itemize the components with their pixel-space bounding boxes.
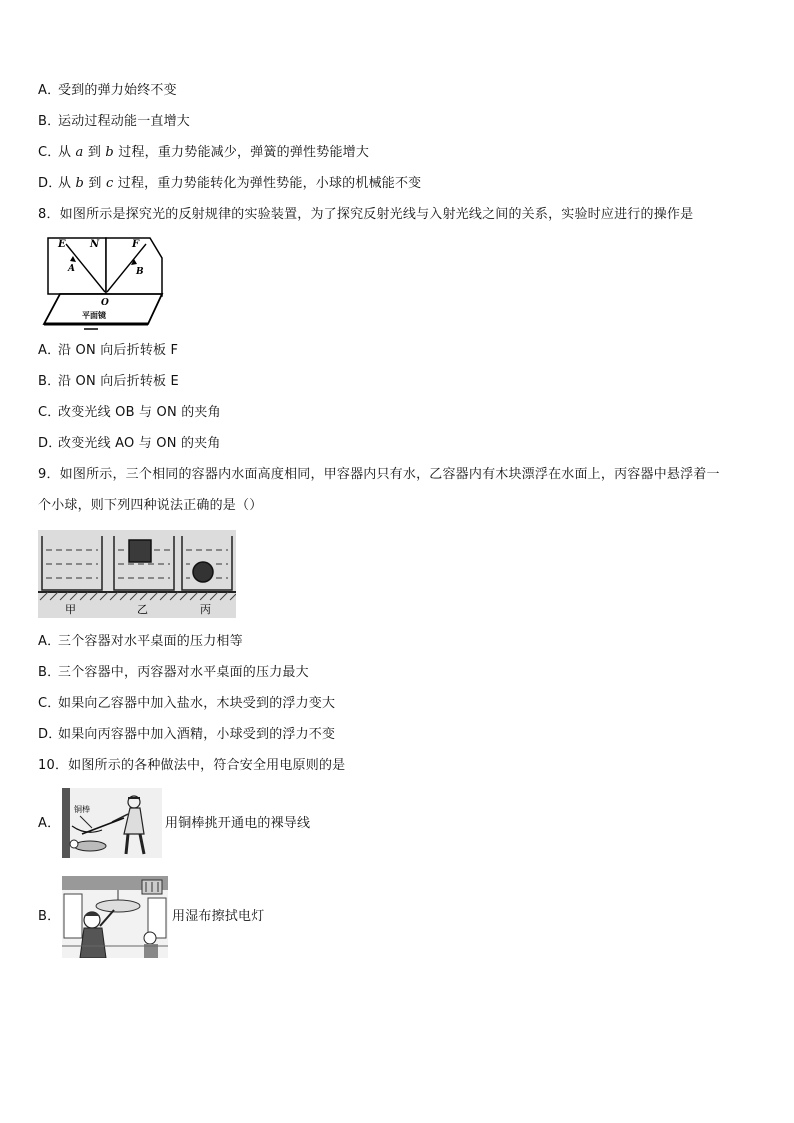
wet-cloth-lamp-picture (62, 876, 168, 958)
option-text: 三个容器对水平桌面的压力相等 (58, 634, 243, 649)
option-label: A． (38, 343, 61, 358)
option-label: D． (38, 436, 62, 451)
three-containers-figure (38, 530, 236, 618)
label-mirror: 平面镜 (82, 310, 106, 320)
option-text: 如果向丙容器中加入酒精，小球受到的浮力不变 (58, 727, 336, 742)
option-label: C． (38, 145, 61, 160)
option-text: 如果向乙容器中加入盐水，木块受到的浮力变大 (58, 696, 336, 711)
option-text-pre: 从 (58, 145, 76, 160)
label-o: O (101, 298, 109, 308)
option-text-post: 过程，重力势能减少，弹簧的弹性势能增大 (113, 145, 370, 160)
option-text-mid: 到 (83, 145, 106, 160)
option-text: 运动过程动能一直增大 (58, 114, 191, 129)
label-bing: 丙 (200, 603, 211, 616)
option-label: C． (38, 405, 61, 420)
option-label: B． (38, 374, 61, 389)
copper-rod-picture (62, 788, 162, 858)
option-text: 改变光线 OB 与 ON 的夹角 (58, 405, 221, 420)
suspended-ball (193, 562, 213, 582)
option-text-post: 过程，重力势能转化为弹性势能，小球的机械能不变 (113, 176, 422, 191)
q7-option-b (38, 113, 190, 131)
wood-block (129, 540, 151, 562)
label-b: B (136, 267, 144, 277)
q10-option-b-label: B． (38, 909, 61, 924)
option-text-mid: 到 (84, 176, 106, 191)
q8-option-c (38, 404, 221, 422)
option-label: B． (38, 114, 61, 129)
option-label: A． (38, 634, 61, 649)
label-f: F (132, 239, 140, 250)
point-var: b (75, 176, 85, 191)
q9-stem-line2: 个小球，则下列四种说法正确的是（） (38, 498, 263, 513)
option-text: 改变光线 AO 与 ON 的夹角 (58, 436, 221, 451)
q9-option-b (38, 664, 309, 682)
q9-option-a (38, 633, 243, 651)
q8-option-d (38, 435, 221, 453)
option-label: A． (38, 83, 61, 98)
label-jia: 甲 (65, 603, 76, 616)
reflection-apparatus-figure (38, 234, 168, 332)
label-yi: 乙 (137, 603, 148, 616)
option-text: 沿 ON 向后折转板 F (58, 343, 179, 358)
copper-rod-tag: 铜棒 (74, 805, 90, 814)
point-var: c (105, 176, 114, 191)
option-label: D． (38, 727, 62, 742)
q10-option-a-text: 用铜棒挑开通电的裸导线 (165, 816, 311, 831)
q9-stem-line1: 9．如图所示，三个相同的容器内水面高度相同，甲容器内只有水，乙容器内有木块漂浮在水面上，丙容器中悬浮着一 (38, 467, 720, 482)
q10-stem: 10．如图所示的各种做法中，符合安全用电原则的是 (38, 758, 346, 773)
option-text: 受到的弹力始终不变 (58, 83, 177, 98)
option-text: 沿 ON 向后折转板 E (58, 374, 179, 389)
q7-option-d (38, 175, 421, 193)
q7-option-c (38, 144, 369, 162)
q10-option-b-text: 用湿布擦拭电灯 (172, 909, 265, 924)
point-var: a (75, 145, 84, 160)
label-e: E (58, 239, 66, 250)
option-label: C． (38, 696, 61, 711)
option-text-pre: 从 (58, 176, 76, 191)
q9-option-d (38, 726, 335, 744)
point-var: b (105, 145, 114, 160)
option-text: 三个容器中，丙容器对水平桌面的压力最大 (58, 665, 309, 680)
option-label: D． (38, 176, 62, 191)
label-n: N (90, 239, 100, 250)
q8-stem: 8．如图所示是探究光的反射规律的实验装置，为了探究反射光线与入射光线之间的关系，实验时应进行的操作是 (38, 207, 694, 222)
q9-option-c (38, 695, 335, 713)
q7-option-a (38, 82, 177, 100)
option-label: B． (38, 665, 61, 680)
q8-option-a (38, 342, 178, 360)
q10-option-a-label: A． (38, 816, 61, 831)
q8-option-b (38, 373, 179, 391)
label-a: A (68, 264, 75, 274)
